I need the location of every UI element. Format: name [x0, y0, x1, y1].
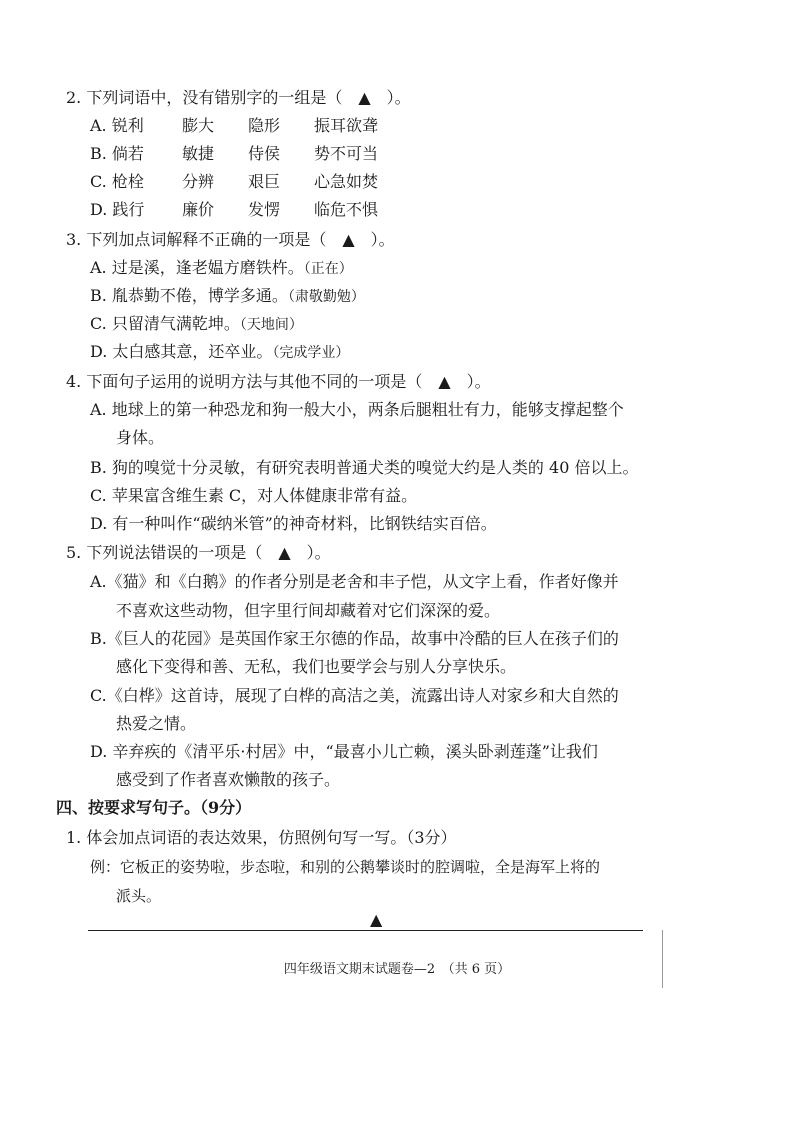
s4-example-line1: 例：它板正的姿势啦，步态啦，和别的公鹅攀谈时的腔调啦，全是海军上将的 — [90, 858, 601, 876]
q4-option-a: A. 地球上的第一种恐龙和狗一般大小，两条后腿粗壮有力，能够支撑起整个 — [90, 400, 624, 419]
page-footer: 四年级语文期末试题卷—2 （共 6 页） — [283, 962, 511, 977]
answer-line[interactable] — [88, 930, 643, 931]
q2-option-d — [90, 200, 378, 220]
q2-c-w4: 心急如焚 — [314, 172, 379, 191]
q5-option-d-cont: 感受到了作者喜欢懒散的孩子。 — [116, 770, 341, 789]
q5-option-a: A.《猫》和《白鹅》的作者分别是老舍和丰子恺，从文字上看，作者好像并 — [90, 572, 619, 591]
q3-option-a — [90, 258, 353, 279]
q3-d-note: （完成学业） — [272, 345, 350, 361]
s4-q1-stem: 1. 体会加点词语的表达效果，仿照例句写一写。（3分） — [66, 828, 457, 847]
q5-option-a-cont: 不喜欢这些动物，但字里行间却藏着对它们深深的爱。 — [116, 601, 501, 620]
q4-option-d: D. 有一种叫作“碳纳米管”的神奇材料，比钢铁结实百倍。 — [90, 514, 497, 533]
answer-triangle-icon: ▲ — [370, 910, 383, 929]
q5-option-c-cont: 热爱之情。 — [116, 714, 197, 733]
s4-example-line2: 派头。 — [116, 887, 162, 905]
q3-stem: 3. 下列加点词解释不正确的一项是（ ▲ ）。 — [66, 230, 395, 249]
q4-option-c: C. 苹果富含维生素 C，对人体健康非常有益。 — [90, 486, 418, 505]
q2-d-w1: D. 践行 — [90, 200, 145, 219]
section4-title: 四、按要求写句子。（9分） — [56, 798, 252, 817]
q4-option-b: B. 狗的嗅觉十分灵敏，有研究表明普通犬类的嗅觉大约是人类的 40 倍以上。 — [90, 458, 639, 477]
q2-a-w3: 隐形 — [248, 116, 281, 135]
q2-a-w1: A. 锐利 — [90, 116, 144, 135]
q3-a-note: （正在） — [303, 261, 353, 277]
q2-c-w2: 分辨 — [182, 172, 215, 191]
q3-b-note: （肃敬勤勉） — [287, 289, 365, 305]
q2-option-b — [90, 144, 378, 164]
q3-option-b — [90, 286, 365, 307]
q2-b-w2: 敏捷 — [182, 144, 215, 163]
q3-option-d — [90, 342, 349, 363]
q2-option-c — [90, 172, 378, 192]
q3-d-text: D. 太白感其意，还卒业。 — [90, 342, 273, 361]
q2-b-w3: 侍侯 — [248, 144, 281, 163]
q5-option-c: C.《白桦》这首诗，展现了白桦的高洁之美，流露出诗人对家乡和大自然的 — [90, 686, 619, 705]
q5-stem: 5. 下列说法错误的一项是（ ▲ ）。 — [66, 543, 331, 562]
q2-b-w1: B. 倘若 — [90, 144, 144, 163]
q2-a-w2: 膨大 — [182, 116, 215, 135]
q2-stem: 2. 下列词语中，没有错别字的一组是（ ▲ ）。 — [66, 88, 411, 107]
q3-option-c — [90, 314, 303, 335]
q4-stem: 4. 下面句子运用的说明方法与其他不同的一项是（ ▲ ）。 — [66, 372, 491, 391]
q2-c-w3: 艰巨 — [248, 172, 281, 191]
q2-d-w3: 发愣 — [248, 200, 281, 219]
q2-d-w2: 廉价 — [182, 200, 215, 219]
q3-c-note: （天地间） — [239, 317, 303, 333]
q2-option-a — [90, 116, 378, 136]
q5-option-d: D. 辛弃疾的《清平乐·村居》中，“最喜小儿亡赖，溪头卧剥莲蓬”让我们 — [90, 742, 598, 761]
q2-b-w4: 势不可当 — [314, 144, 379, 163]
q3-c-text: C. 只留清气满乾坤。 — [90, 314, 240, 333]
q2-c-w1: C. 枪栓 — [90, 172, 144, 191]
q2-a-w4: 振耳欲聋 — [314, 116, 379, 135]
q4-option-a-cont: 身体。 — [116, 428, 165, 447]
q5-option-b-cont: 感化下变得和善、无私，我们也要学会与别人分享快乐。 — [116, 657, 517, 676]
q2-d-w4: 临危不惧 — [314, 200, 379, 219]
q5-option-b: B.《巨人的花园》是英国作家王尔德的作品，故事中冷酷的巨人在孩子们的 — [90, 629, 619, 648]
q3-b-text: B. 胤恭勤不倦，博学多通。 — [90, 286, 288, 305]
q3-a-text: A. 过是溪，逢老媪方磨铁杵。 — [90, 258, 304, 277]
